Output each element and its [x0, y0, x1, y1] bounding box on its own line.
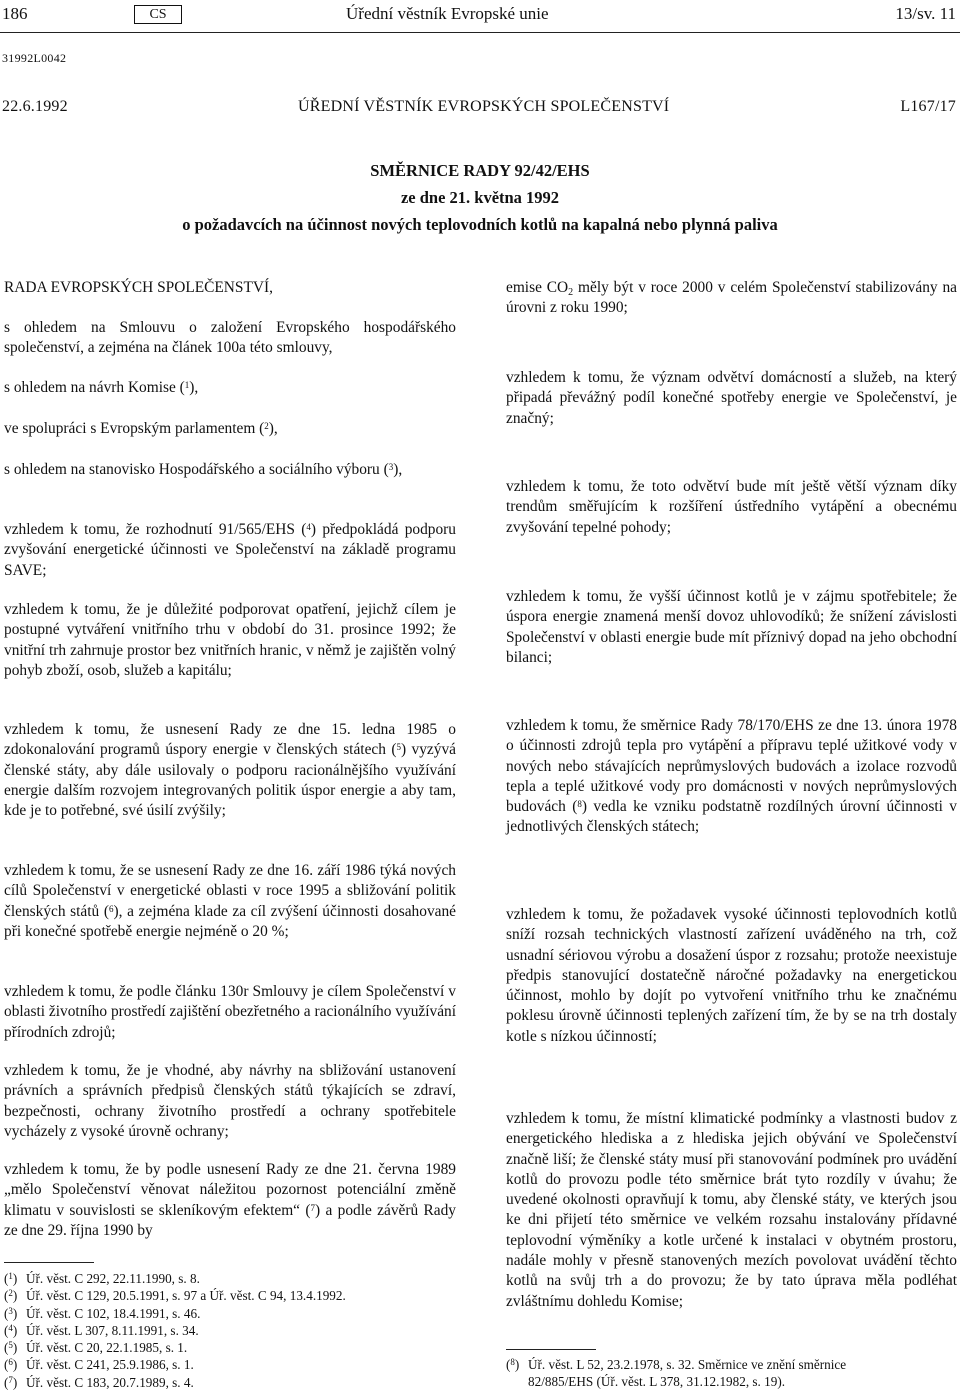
text: ), [393, 461, 403, 478]
footnote-ref[interactable]: 3 [388, 462, 394, 472]
right-column-block [506, 716, 957, 838]
footnote-ref[interactable]: 7 [310, 1202, 315, 1213]
left-column-block [4, 982, 456, 1043]
footnote-text: Úř. věst. C 241, 25.9.1986, s. 1. [26, 1357, 194, 1373]
footnote-text: Úř. věst. C 20, 22.1.1985, s. 1. [26, 1340, 188, 1356]
footnote-continuation [506, 1373, 957, 1390]
page-number: 186 [2, 4, 28, 23]
left-column-block [4, 600, 456, 681]
special-edition-ref: 13/sv. 11 [895, 4, 956, 23]
text: s ohledem na stanovisko Hospodářského a sociálního výboru ( [4, 461, 389, 478]
text: vzhledem k tomu, že se usnesení Rady ze dne 16. září 1986 týká nových cílů Společenství v energetické oblasti v roce 1995 a sbližování politik členských států ( [4, 862, 456, 920]
footnote-ref[interactable]: 1 [184, 380, 190, 390]
footnote-ref[interactable]: 8 [577, 799, 582, 810]
paragraph [4, 520, 456, 581]
paragraph: vzhledem k tomu, že význam odvětví domácností a služeb, na který připadá převážný podíl konečné spotřeby energie ve Společenství, je značný; [506, 369, 957, 427]
paragraph [506, 716, 957, 838]
paragraph [4, 460, 456, 480]
subscript: 2 [568, 287, 574, 298]
left-column-block [4, 520, 456, 581]
right-column-block [506, 368, 957, 429]
footnote-ref[interactable]: 4 [306, 522, 311, 532]
text: vzhledem k tomu, že směrnice Rady 78/170/EHS ze dne 13. února 1978 o účinnosti zdrojů tepla pro vytápění a přípravu teplé užitkové vody v nových nebo stávajících neprůmyslových budovách a izolace rozvodů tepla a teplé užitkové vody pro domácnosti v nových neprůmyslových budovách ( [506, 717, 957, 816]
left-column-block [4, 419, 456, 439]
text: vzhledem k tomu, že rozhodnutí 91/565/EHS ( [4, 521, 307, 538]
paragraph [4, 861, 456, 942]
footnote-ref[interactable]: 5 [396, 742, 401, 753]
oj-journal-title: ÚŘEDNÍ VĚSTNÍK EVROPSKÝCH SPOLEČENSTVÍ [298, 98, 670, 115]
left-column-block [4, 720, 456, 821]
footnote-number: 4 [8, 1322, 13, 1333]
header-rule [0, 32, 960, 33]
footnote: ($^3$) Úř. věst. C 102, 18.4.1991, s. 46. [4, 1305, 201, 1321]
directive-title: SMĚRNICE RADY 92/42/EHS [370, 161, 590, 180]
right-column-block [506, 587, 957, 668]
text: ) předpokládá podporu zvyšování energetické účinnosti ve Společenství na základě programu SAVE; [4, 521, 457, 579]
right-column-block [506, 905, 957, 1047]
footnote-ref[interactable]: 6 [108, 903, 114, 914]
paragraph [4, 378, 456, 398]
footnote-text: Úř. věst. L 307, 8.11.1991, s. 34. [26, 1322, 199, 1338]
footnote-rule [506, 1349, 596, 1350]
left-column-block [4, 861, 456, 942]
footnotes-right [506, 1356, 957, 1391]
footnote-text: Úř. věst. C 183, 20.7.1989, s. 4. [26, 1374, 194, 1390]
paragraph: vzhledem k tomu, že toto odvětví bude mít ještě větší význam díky trendům směřujícím k rozšíření ústředního vytápění a obecnému zvyšování tepelné pohody; [506, 478, 957, 536]
right-column-block [506, 1109, 957, 1312]
footnote: ($^5$) Úř. věst. C 20, 22.1.1985, s. 1. [4, 1340, 188, 1356]
text: ve spolupráci s Evropským parlamentem ( [4, 420, 265, 437]
directive-date: ze dne 21. května 1992 [400, 188, 560, 207]
left-column-block [4, 1160, 456, 1241]
footnote-text: Úř. věst. C 292, 22.11.1990, s. 8. [26, 1271, 200, 1286]
paragraph: vzhledem k tomu, že požadavek vysoké účinnosti teplovodních kotlů sníží rozsah technických vlastností zařízení uváděného na trh, což usnadní sériovou výrobu a dosažení úspor z rozsahu; protože neexistuje předpis stanovující dostatečně náročné požadavky na energetickou účinnost, mohlo by dojít po vytvoření vnitřního trhu ke značnému poklesu úrovně účinnosti teplených zařízení tím, že by se na trh dostaly kotle s nízkou účinností; [506, 906, 957, 1045]
footnote-number: 3 [8, 1305, 13, 1316]
paragraph [4, 1160, 456, 1241]
directive-subject: o požadavcích na účinnost nových teplovodních kotlů na kapalná nebo plynná paliva [182, 215, 778, 234]
paragraph: vzhledem k tomu, že místní klimatické podmínky a vlastnosti budov z energetického hlediska a z hlediska jejich obývání ve Společenství značně liší; že členské státy musí při stanovování podmínek pro uvádění kotlů do provozu podle této směrnice brát tyto rozdíly v úvahu; že uvedené okolnosti opravňují k tomu, aby členské státy, ve kterých jsou ke dni přijetí této směrnice ve velkém rozsahu instalovány přídavné teplovodní výměníky a kotle určené k instalaci v obytném prostoru, nadále mohly v přesně stanovených mezích povolovat uvádění těchto kotlů na svůj trh a do provozu; že by tato úprava měla podléhat zvláštnímu dohledu Komise; [506, 1110, 957, 1310]
footnote-number: 6 [8, 1357, 13, 1368]
footnote: ($^2$) Úř. věst. C 129, 20.5.1991, s. 97 a Úř. věst. C 94, 13.4.1992. [4, 1288, 346, 1304]
paragraph: RADA EVROPSKÝCH SPOLEČENSTVÍ, [4, 279, 273, 296]
text: emise CO [506, 279, 569, 296]
left-column-block [4, 1061, 456, 1142]
left-column [4, 278, 456, 298]
footnote-text: 82/885/EHS (Úř. věst. L 378, 31.12.1982, s. 19). [528, 1374, 786, 1390]
footnote: ($^7$) Úř. věst. C 183, 20.7.1989, s. 4. [4, 1374, 194, 1390]
footnote-text: Úř. věst. L 52, 23.2.1978, s. 32. Směrnice ve znění směrnice [528, 1357, 847, 1372]
text: vzhledem k tomu, že usnesení Rady ze dne 15. ledna 1985 o zdokonalování programů úspory energie v členských státech ( [4, 721, 456, 759]
footnote-rule [4, 1262, 94, 1263]
paragraph: vzhledem k tomu, že podle článku 130r Smlouvy je cílem Společenství v oblasti životního prostředí zajištění obezřetného a racionálního využívání přírodních zdrojů; [4, 983, 456, 1041]
text: ), a zejména klade za cíl zvýšení účinnosti dosahované při konečné spotřebě energie nejméně o 20 %; [4, 902, 456, 940]
footnote: ($^8$) Úř. věst. L 52, 23.2.1978, s. 32. Směrnice ve znění směrnice [506, 1357, 847, 1372]
text: měly být v roce 2000 v celém Společenství stabilizovány na úrovni z roku 1990; [506, 279, 957, 317]
text: ), [268, 420, 278, 437]
footnote-number: 5 [8, 1340, 13, 1351]
paragraph [4, 720, 456, 821]
footnote-text: Úř. věst. C 102, 18.4.1991, s. 46. [26, 1305, 201, 1321]
footnotes-left [4, 1270, 456, 1391]
left-column-block [4, 318, 456, 359]
text: ) a podle závěrů Rady ze dne 29. října 1990 by [4, 1201, 456, 1239]
footnote: ($^4$) Úř. věst. L 307, 8.11.1991, s. 34. [4, 1322, 199, 1338]
right-column-block [506, 477, 957, 538]
footnote-number: 8 [510, 1357, 515, 1367]
paragraph [4, 419, 456, 439]
footnote: ($^6$) Úř. věst. C 241, 25.9.1986, s. 1. [4, 1357, 194, 1373]
footnote-number: 2 [8, 1288, 13, 1299]
footnote: ($^1$) Úř. věst. C 292, 22.11.1990, s. 8. [4, 1271, 200, 1286]
text: ) vedla ke vzniku podstatně rozdílných úrovní účinnosti v jednotlivých členských státech; [506, 798, 957, 836]
paragraph: vzhledem k tomu, že je vhodné, aby návrhy na sbližování ustanovení právních a správních předpisů členských států týkajících se zdraví, bezpečnosti, ochrany životního prostředí a ochrany spotřebitele vycházely z vysoké úrovně ochrany; [4, 1062, 456, 1140]
footnote-number: 7 [8, 1374, 13, 1385]
paragraph: s ohledem na Smlouvu o založení Evropského hospodářského společenství, a zejména na článek 100a této smlouvy, [4, 319, 456, 357]
journal-name: Úřední věstník Evropské unie [346, 4, 549, 23]
footnote-text: Úř. věst. C 129, 20.5.1991, s. 97 a Úř. věst. C 94, 13.4.1992. [26, 1288, 346, 1304]
text: ), [189, 379, 199, 396]
left-column-block [4, 378, 456, 398]
celex-number: 31992L0042 [2, 51, 67, 65]
text: vzhledem k tomu, že by podle usnesení Rady ze dne 21. června 1989 „mělo Společenství věnovat náležitou pozornost potenciální změně klimatu v souvislosti se skleníkovým efektem“ ( [4, 1161, 456, 1219]
oj-date: 22.6.1992 [2, 98, 68, 115]
right-column-block [506, 278, 957, 319]
text: ) vyzývá členské státy, aby dále usilovaly o podporu racionálnějšího využívání energie dalším rozvojem integrovaných politik úspor energie a aby tam, kde je to potřebné, své úsilí zvýšily; [4, 741, 456, 820]
paragraph [506, 278, 957, 319]
left-column-block [4, 460, 456, 480]
oj-reference: L167/17 [900, 98, 956, 115]
text: s ohledem na návrh Komise ( [4, 379, 185, 396]
footnote-number: 1 [8, 1271, 13, 1281]
paragraph: vzhledem k tomu, že je důležité podporovat opatření, jejichž cílem je postupné vytváření vnitřního trhu v období do 31. prosince 1992; že vnitřní trh zahrnuje prostor bez vnitřních hranic, v němž je zajištěn volný pohyb zboží, osob, služeb a kapitálu; [4, 601, 456, 679]
paragraph: vzhledem k tomu, že vyšší účinnost kotlů je v zájmu spotřebitele; že úspora energie znamená menší dovoz uhlovodíků; že snížení závislosti Společenství v oblasti energie bude mít příznivý dopad na jeho obchodní bilanci; [506, 588, 957, 666]
footnote-ref[interactable]: 2 [264, 421, 269, 431]
language-code-box: CS [134, 5, 182, 24]
